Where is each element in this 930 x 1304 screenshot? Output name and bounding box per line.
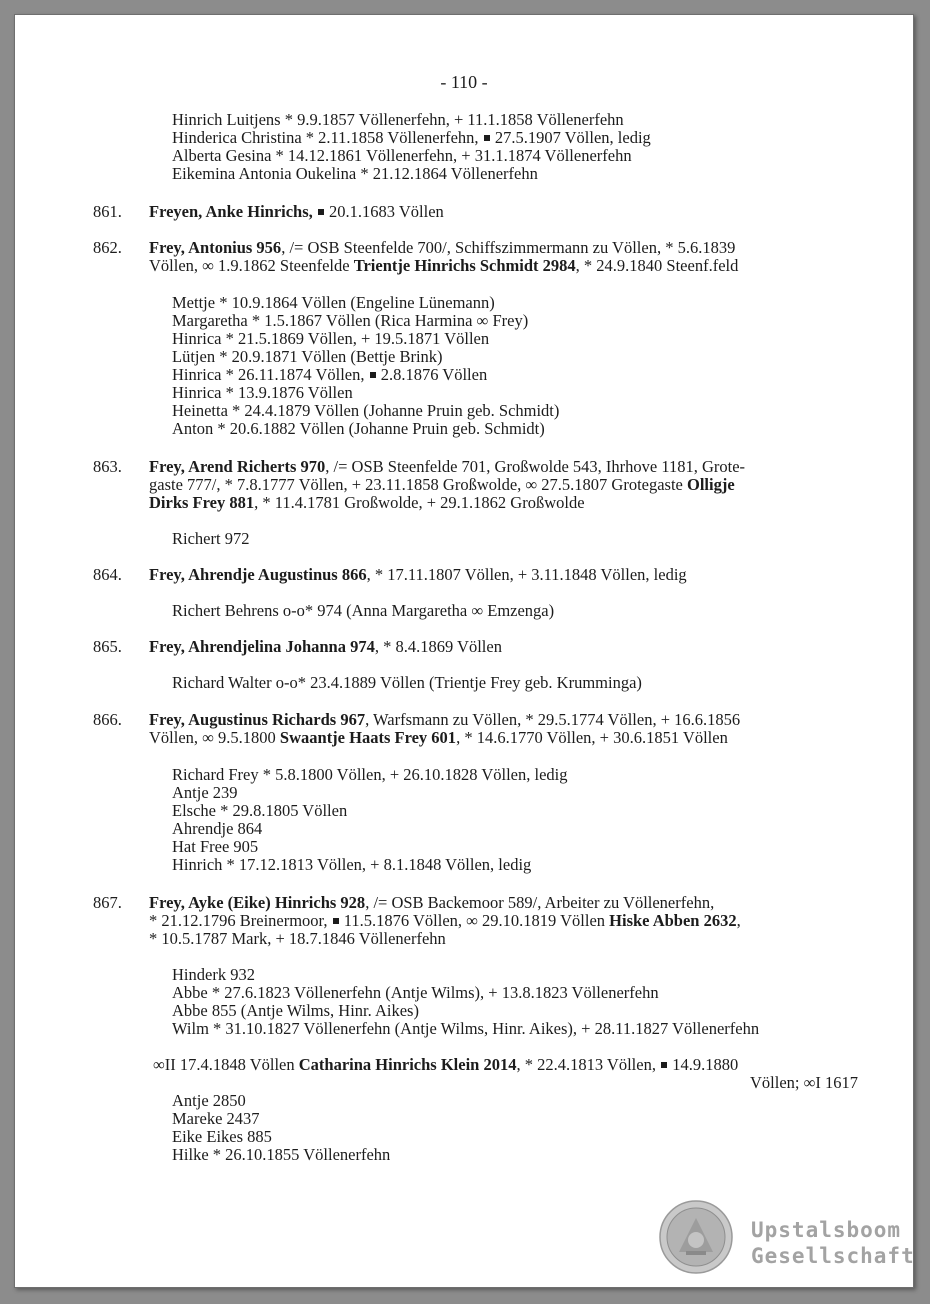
death-marker-icon — [661, 1062, 667, 1068]
list-item: Abbe 855 (Antje Wilms, Hinr. Aikes) — [172, 1001, 419, 1020]
list-item: Heinetta * 24.4.1879 Völlen (Johanne Pruin geb. Schmidt) — [172, 401, 560, 420]
death-marker-icon — [484, 135, 490, 141]
spouse-name: Dirks Frey 881 — [149, 493, 255, 512]
list-item: Richard Frey * 5.8.1800 Völlen, + 26.10.1828 Völlen, ledig — [172, 765, 568, 784]
list-item: Hinrica * 21.5.1869 Völlen, + 19.5.1871 Völlen — [172, 329, 490, 348]
spouse-name: Trientje Hinrichs Schmidt 2984 — [353, 256, 576, 275]
society-name-line1: Upstalsboom — [751, 1218, 902, 1242]
list-item: Hinrich * 17.12.1813 Völlen, + 8.1.1848 Völlen, ledig — [172, 855, 532, 874]
entry-number: 864. — [93, 565, 122, 584]
entry-866: Frey, Augustinus Richards 967, Warfsmann zu Völlen, * 29.5.1774 Völlen, + 16.6.1856 Völlen, ∞ 9.5.1800 Swaantje Haats Frey 601, * 14.6.1770 Völlen, + 30.6.1851 Völlen — [149, 710, 741, 747]
spouse-name: Olligje — [687, 475, 735, 494]
list-item: Ahrendje 864 — [172, 819, 263, 838]
children-list — [172, 766, 568, 874]
list-item: Richard Walter o-o* 23.4.1889 Völlen (Trientje Frey geb. Krumminga) — [172, 673, 642, 692]
list-item: Richert 972 — [172, 529, 250, 548]
list-item: Wilm * 31.10.1827 Völlenerfehn (Antje Wilms, Hinr. Aikes), + 28.11.1827 Völlenerfehn — [172, 1019, 760, 1038]
entry-name: Frey, Ayke (Eike) Hinrichs 928 — [149, 893, 366, 912]
children-list — [172, 674, 642, 692]
list-item: Hinderica Christina * 2.11.1858 Völlenerfehn, 27.5.1907 Völlen, ledig — [172, 128, 651, 147]
children-list — [172, 1092, 390, 1164]
entry-862: Frey, Antonius 956, /= OSB Steenfelde 700/, Schiffszimmermann zu Völlen, * 5.6.1839 Völlen, ∞ 1.9.1862 Steenfelde Trientje Hinrichs Schmidt 2984, * 24.9.1840 Steenf.feld — [149, 238, 739, 275]
spouse-name: Catharina Hinrichs Klein 2014 — [298, 1055, 517, 1074]
entry-name: Frey, Ahrendjelina Johanna 974 — [149, 637, 375, 656]
list-item: Antje 239 — [172, 783, 238, 802]
entry-name: Frey, Arend Richerts 970 — [149, 457, 326, 476]
spouse-name: Swaantje Haats Frey 601 — [279, 728, 457, 747]
entry-864: Frey, Ahrendje Augustinus 866, * 17.11.1807 Völlen, + 3.11.1848 Völlen, ledig — [149, 565, 687, 584]
entry-number: 865. — [93, 637, 122, 656]
society-seal-icon — [659, 1200, 733, 1274]
spouse-name: Hiske Abben 2632 — [609, 911, 737, 930]
list-item: Hinrica * 26.11.1874 Völlen, 2.8.1876 Völlen — [172, 365, 488, 384]
list-item: Anton * 20.6.1882 Völlen (Johanne Pruin geb. Schmidt) — [172, 419, 545, 438]
children-list — [172, 294, 559, 438]
society-name-line2: Gesellschaft — [751, 1244, 915, 1268]
entry-name: Frey, Ahrendje Augustinus 866 — [149, 565, 367, 584]
list-item: Mettje * 10.9.1864 Völlen (Engeline Lünemann) — [172, 293, 495, 312]
entry-name: Frey, Augustinus Richards 967 — [149, 710, 366, 729]
entry-867: Frey, Ayke (Eike) Hinrichs 928, /= OSB Backemoor 589/, Arbeiter zu Völlenerfehn, * 21.12.1796 Breinermoor, 11.5.1876 Völlen, ∞ 29.10.1819 Völlen Hiske Abben 2632, * 10.5.1787 Mark, + 18.7.1846 Völlenerfehn — [149, 893, 741, 948]
list-item: Lütjen * 20.9.1871 Völlen (Bettje Brink) — [172, 347, 443, 366]
entry-number: 863. — [93, 457, 122, 476]
list-item: Elsche * 29.8.1805 Völlen — [172, 801, 348, 820]
children-list — [172, 966, 759, 1038]
second-marriage: ∞II 17.4.1848 Völlen Catharina Hinrichs Klein 2014, * 22.4.1813 Völlen, 14.9.1880 Völlen; ∞I 1617 — [153, 1055, 858, 1092]
death-marker-icon — [318, 209, 324, 215]
entry-865: Frey, Ahrendjelina Johanna 974, * 8.4.1869 Völlen — [149, 637, 502, 656]
list-item: Hinderk 932 — [172, 965, 255, 984]
page-number: - 110 - — [440, 72, 488, 92]
entry-861: Freyen, Anke Hinrichs, 20.1.1683 Völlen — [149, 202, 444, 221]
entry-number: 867. — [93, 893, 122, 912]
list-item: Hinrica * 13.9.1876 Völlen — [172, 383, 353, 402]
list-item: Eikemina Antonia Oukelina * 21.12.1864 Völlenerfehn — [172, 164, 538, 183]
children-list — [172, 602, 554, 620]
list-item: Antje 2850 — [172, 1091, 246, 1110]
list-item: Eike Eikes 885 — [172, 1127, 272, 1146]
list-item: Mareke 2437 — [172, 1109, 260, 1128]
entry-number: 861. — [93, 202, 122, 221]
entry-number: 866. — [93, 710, 122, 729]
entry-name: Freyen, Anke Hinrichs, — [149, 202, 313, 221]
list-item: Alberta Gesina * 14.12.1861 Völlenerfehn, + 31.1.1874 Völlenerfehn — [172, 146, 632, 165]
death-marker-icon — [333, 918, 339, 924]
entry-name: Frey, Antonius 956 — [149, 238, 282, 257]
entry-number: 862. — [93, 238, 122, 257]
list-item: Richert Behrens o-o* 974 (Anna Margaretha ∞ Emzenga) — [172, 601, 555, 620]
list-item: Hilke * 26.10.1855 Völlenerfehn — [172, 1145, 391, 1164]
list-item: Margaretha * 1.5.1867 Völlen (Rica Harmina ∞ Frey) — [172, 311, 529, 330]
document-page — [14, 14, 914, 1288]
entry-863: Frey, Arend Richerts 970, /= OSB Steenfelde 701, Großwolde 543, Ihrhove 1181, Grote- gaste 777/, * 7.8.1777 Völlen, + 23.11.1858 Großwolde, ∞ 27.5.1807 Grotegaste Olligje Dirks Frey 881, * 11.4.1781 Großwolde, + 29.1.1862 Großwolde — [149, 457, 746, 512]
children-list — [172, 530, 249, 548]
list-item: Abbe * 27.6.1823 Völlenerfehn (Antje Wilms), + 13.8.1823 Völlenerfehn — [172, 983, 659, 1002]
death-marker-icon — [370, 372, 376, 378]
continuation-list — [172, 111, 651, 183]
list-item: Hinrich Luitjens * 9.9.1857 Völlenerfehn, + 11.1.1858 Völlenerfehn — [172, 110, 624, 129]
list-item: Hat Free 905 — [172, 837, 259, 856]
